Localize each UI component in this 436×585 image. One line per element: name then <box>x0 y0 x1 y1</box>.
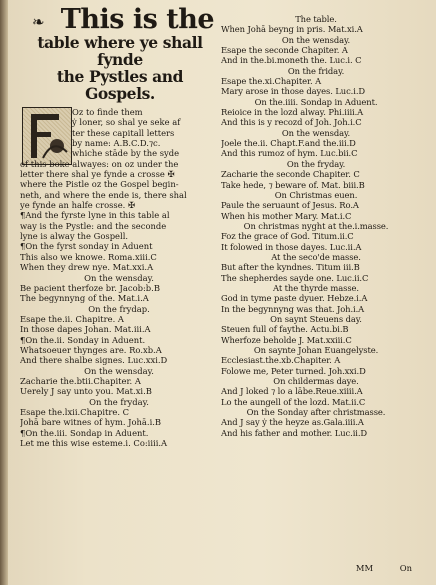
table-line: In those dapes Johan. Mat.iii.A <box>20 324 151 335</box>
title-line-3: the Pystles and <box>56 67 184 86</box>
table-line: Esape the.xi.Chapiter. A <box>221 76 322 87</box>
table-line: But after the kyndnes. Titum iii.B <box>221 262 360 273</box>
table-line: When Johā beyng in pris. Mat.xi.A <box>221 24 363 35</box>
table-line: Joele the.ii. Chapt.F.and the.iii.D <box>221 138 356 149</box>
catchword-text: On <box>399 563 412 573</box>
table-line: On the Sonday after christmasse. <box>246 407 386 418</box>
table-line: On the.iiii. Sondap in Aduent. <box>254 96 378 107</box>
table-line: And this is y recozd of Joh. Joh.i.C <box>221 117 362 128</box>
table-line: ¶On the.iii. Sondap in Aduent. <box>20 427 149 438</box>
page-gutter <box>0 0 8 585</box>
right-column <box>221 14 411 438</box>
table-line: Whatsoeuer thynges are. Ro.xb.A <box>20 344 162 355</box>
table-line: Uerely J say unto you. Mat.xi.B <box>20 386 152 397</box>
signature-mark: MM <box>355 563 374 573</box>
table-line: ter these capitall letters <box>72 127 175 138</box>
table-line: On the fryday. <box>89 396 149 407</box>
table-line: On Christmas euen. <box>274 189 358 200</box>
table-line: Zacharie the seconde Chapiter. C <box>221 169 360 180</box>
table-line: On childermas daye. <box>273 376 359 387</box>
table-line: Johā bare witnes of hym. Johā.i.B <box>20 417 162 428</box>
table-line: And this rumoz of hym. Luc.bii.C <box>221 148 358 159</box>
table-line: At the seco'de masse. <box>271 251 361 262</box>
table-line: Ecclesiast.the.xb.Chapiter. A <box>221 355 341 366</box>
table-line: Steuen full of faythe. Actu.bi.B <box>221 324 349 335</box>
table-line: And J loked ⁊ lo a lābe.Reue.xiiii.A <box>221 386 363 397</box>
table-line: lyne is alway the Gospell. <box>20 231 129 242</box>
table-line: When his mother Mary. Mat.i.C <box>221 210 352 221</box>
table-line: On the friday. <box>287 65 345 76</box>
table-line: ¶And the fyrste lyne in this table al <box>20 210 170 221</box>
table-line: Be pacient therfoze br. Jacob:b.B <box>20 282 160 293</box>
table-line: Let me this wise esteme.i. Co:iiii.A <box>20 438 168 448</box>
page-title <box>20 6 220 102</box>
table-line: On saynt Steuens day. <box>270 313 362 324</box>
title-line-4: Gospels. <box>85 84 155 103</box>
table-line: ẏ loner, so shal ye seke af <box>72 117 181 128</box>
table-line: In the begynnyng was that. Joh.i.A <box>221 303 365 314</box>
table-line: whiche stāde by the syde <box>72 148 180 159</box>
table-line: neth, and where the ende is, there shal <box>20 189 187 200</box>
table-line: On the frydap. <box>88 303 150 314</box>
table-line: The shepherdes sayde one. Luc.ii.C <box>221 272 369 283</box>
running-head: The table. <box>295 14 337 24</box>
table-line: Lo the aungell of the lozd. Mat.ii.C <box>221 396 366 407</box>
table-line: letter there shal ye fynde a crosse ✠ <box>20 169 175 180</box>
title-line-2: table where ye shall fynde <box>37 33 203 69</box>
table-line: On the wensday. <box>84 365 154 376</box>
table-line: way is the Pystle: and the seconde <box>20 220 167 231</box>
table-line: where the Pistle oz the Gospel begin- <box>20 179 179 190</box>
table-line: of this boke alwayes: on oz under the <box>20 158 179 169</box>
table-line: And J say ẏ the heyze as.Gala.iiii.A <box>221 417 364 428</box>
title-line-1: This is the <box>60 4 214 35</box>
table-line: ¶On the.ii. Sonday in Aduent. <box>20 334 146 345</box>
table-line: Mary arose in those dayes. Luc.i.D <box>221 86 366 97</box>
table-line: Folowe me, Peter turned. Joh.xxi.D <box>221 365 366 376</box>
table-line: Esape the.lxii.Chapitre. C <box>20 406 130 417</box>
table-line: At the thyrde masse. <box>273 282 359 293</box>
table-line: And in the.bi.moneth the. Luc.i. C <box>221 55 362 66</box>
table-line: ¶On the fyrst sonday in Aduent <box>20 241 153 252</box>
table-line: And there shalbe signes. Luc.xxi.D <box>20 355 168 366</box>
table-line: On the wensday. <box>84 272 154 283</box>
table-line: Wherfoze beholde J. Mat.xxiii.C <box>221 334 352 345</box>
table-line: And his father and mother. Luc.ii.D <box>221 427 368 438</box>
table-line: On christmas nyght at the.i.masse. <box>243 220 389 231</box>
table-line: On the wensday. <box>281 127 351 138</box>
table-line: God in tyme paste dyuer. Hebze.i.A <box>221 293 368 304</box>
table-line: On the wensday. <box>281 34 351 45</box>
table-line: On saynte Johan Euangelyste. <box>253 345 379 355</box>
table-line: Esape the.ii. Chapitre. A <box>20 313 124 324</box>
table-line: Paule the seruaunt of Jesus. Ro.A <box>221 200 359 211</box>
table-line: This also we knowe. Roma.xiii.C <box>20 251 157 262</box>
table-line: by name: A.B.C.D.⁊c. <box>72 138 161 149</box>
table-line: On the fryday. <box>286 158 346 169</box>
catchword <box>356 563 412 573</box>
table-line: ye fynde an halfe crosse. ✠ <box>20 200 136 211</box>
table-line: Foz the grace of God. Titum.ii.C <box>221 231 354 242</box>
fleuron-ornament-icon: ❧ <box>32 13 45 31</box>
table-line: When they drew nye. Mat.xxi.A <box>20 262 154 273</box>
table-line: The begynnyng of the. Mat.i.A <box>20 293 149 304</box>
table-line: Oz to finde them <box>72 107 143 117</box>
table-line: Reioice in the lozd alway. Phi.iiii.A <box>221 107 364 118</box>
left-column <box>20 107 218 448</box>
table-line: Take hede, ⁊ beware of. Mat. biii.B <box>221 179 365 190</box>
table-line: Zacharie the.btii.Chapiter. A <box>20 375 141 386</box>
table-line: Esape the seconde Chapiter. A <box>221 45 348 56</box>
table-line: It folowed in those dayes. Luc.ii.A <box>221 241 362 252</box>
